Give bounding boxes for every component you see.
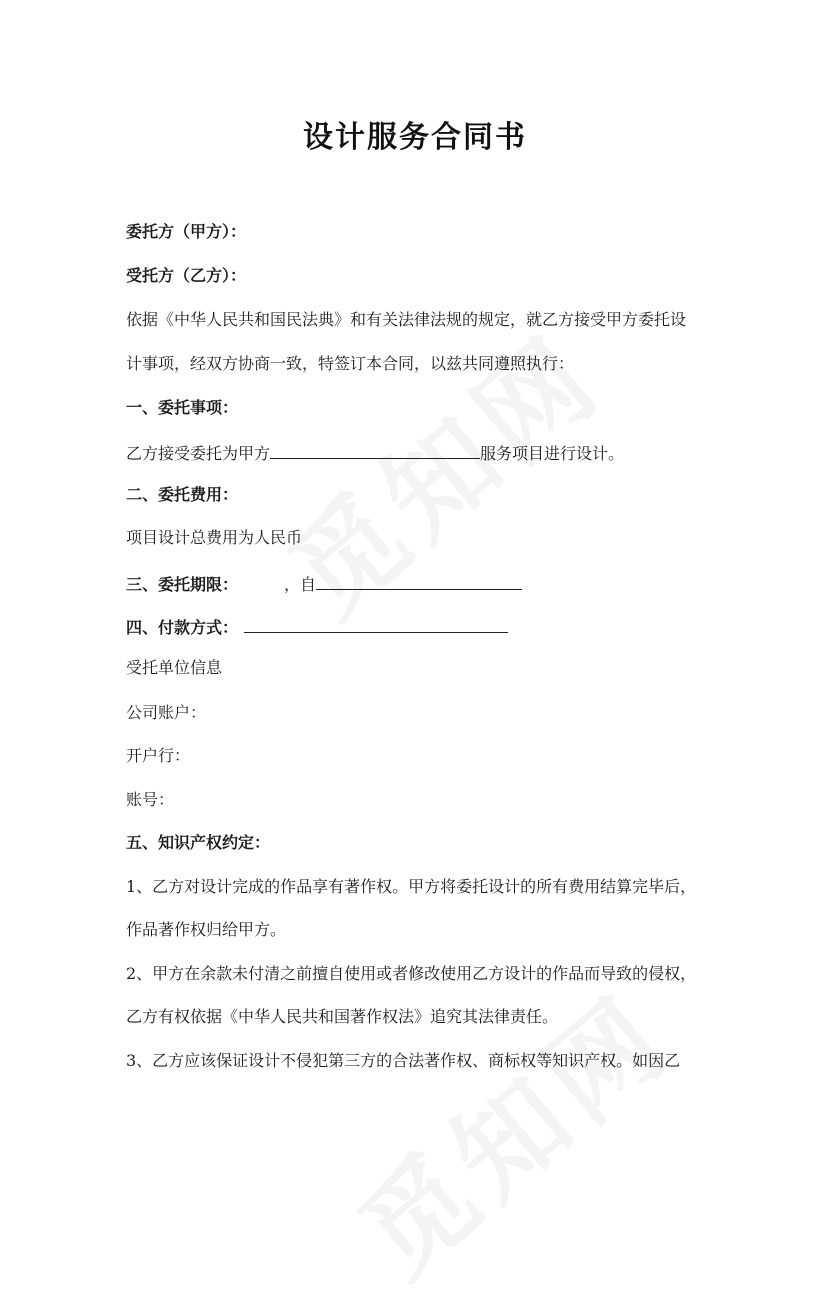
bank-account-name-label: 公司账户： <box>126 703 207 722</box>
ip-clause-line: 2、甲方在余款未付清之前擅自使用或者修改使用乙方设计的作品而导致的侵权， <box>126 964 697 983</box>
commission-text-prefix: 乙方接受委托为甲方 <box>126 444 271 463</box>
bank-info-title: 受托单位信息 <box>126 658 223 677</box>
ip-clause-line: 乙方有权依据《中华人民共和国著作权法》追究其法律责任。 <box>126 1007 559 1026</box>
commission-text <box>126 440 726 465</box>
party-a-label: 委托方（甲方）： <box>126 222 247 241</box>
document-title: 设计服务合同书 <box>303 120 527 155</box>
section-heading-ip: 五、知识产权约定： <box>126 833 271 852</box>
bank-name-label: 开户行： <box>126 746 191 765</box>
project-name-blank[interactable] <box>270 440 480 459</box>
intro-paragraph-line: 依据《中华人民共和国民法典》和有关法律法规的规定，就乙方接受甲方委托设 <box>126 310 687 329</box>
term-row <box>126 571 726 596</box>
term-period-blank[interactable] <box>316 571 522 590</box>
intro-paragraph-line: 计事项，经双方协商一致，特签订本合同，以兹共同遵照执行： <box>126 354 575 373</box>
section-heading-term: 三、委托期限： <box>126 575 239 594</box>
section-heading-payment: 四、付款方式： <box>126 618 239 637</box>
payment-row <box>126 614 726 639</box>
term-from-text: ，自 <box>284 575 317 594</box>
ip-clause-line: 3、乙方应该保证设计不侵犯第三方的合法著作权、商标权等知识产权。如因乙 <box>126 1051 681 1070</box>
section-heading-commission: 一、委托事项： <box>126 398 239 417</box>
ip-clause-line: 1、乙方对设计完成的作品享有著作权。甲方将委托设计的所有费用结算完毕后， <box>126 877 697 896</box>
bank-number-label: 账号： <box>126 790 175 809</box>
ip-clause-line: 作品著作权归给甲方。 <box>126 920 287 939</box>
commission-text-suffix: 服务项目进行设计。 <box>480 444 625 463</box>
payment-method-blank[interactable] <box>244 614 508 633</box>
fee-text: 项目设计总费用为人民币 <box>126 528 303 547</box>
party-b-label: 受托方（乙方）： <box>126 266 247 285</box>
section-heading-fee: 二、委托费用： <box>126 485 239 504</box>
